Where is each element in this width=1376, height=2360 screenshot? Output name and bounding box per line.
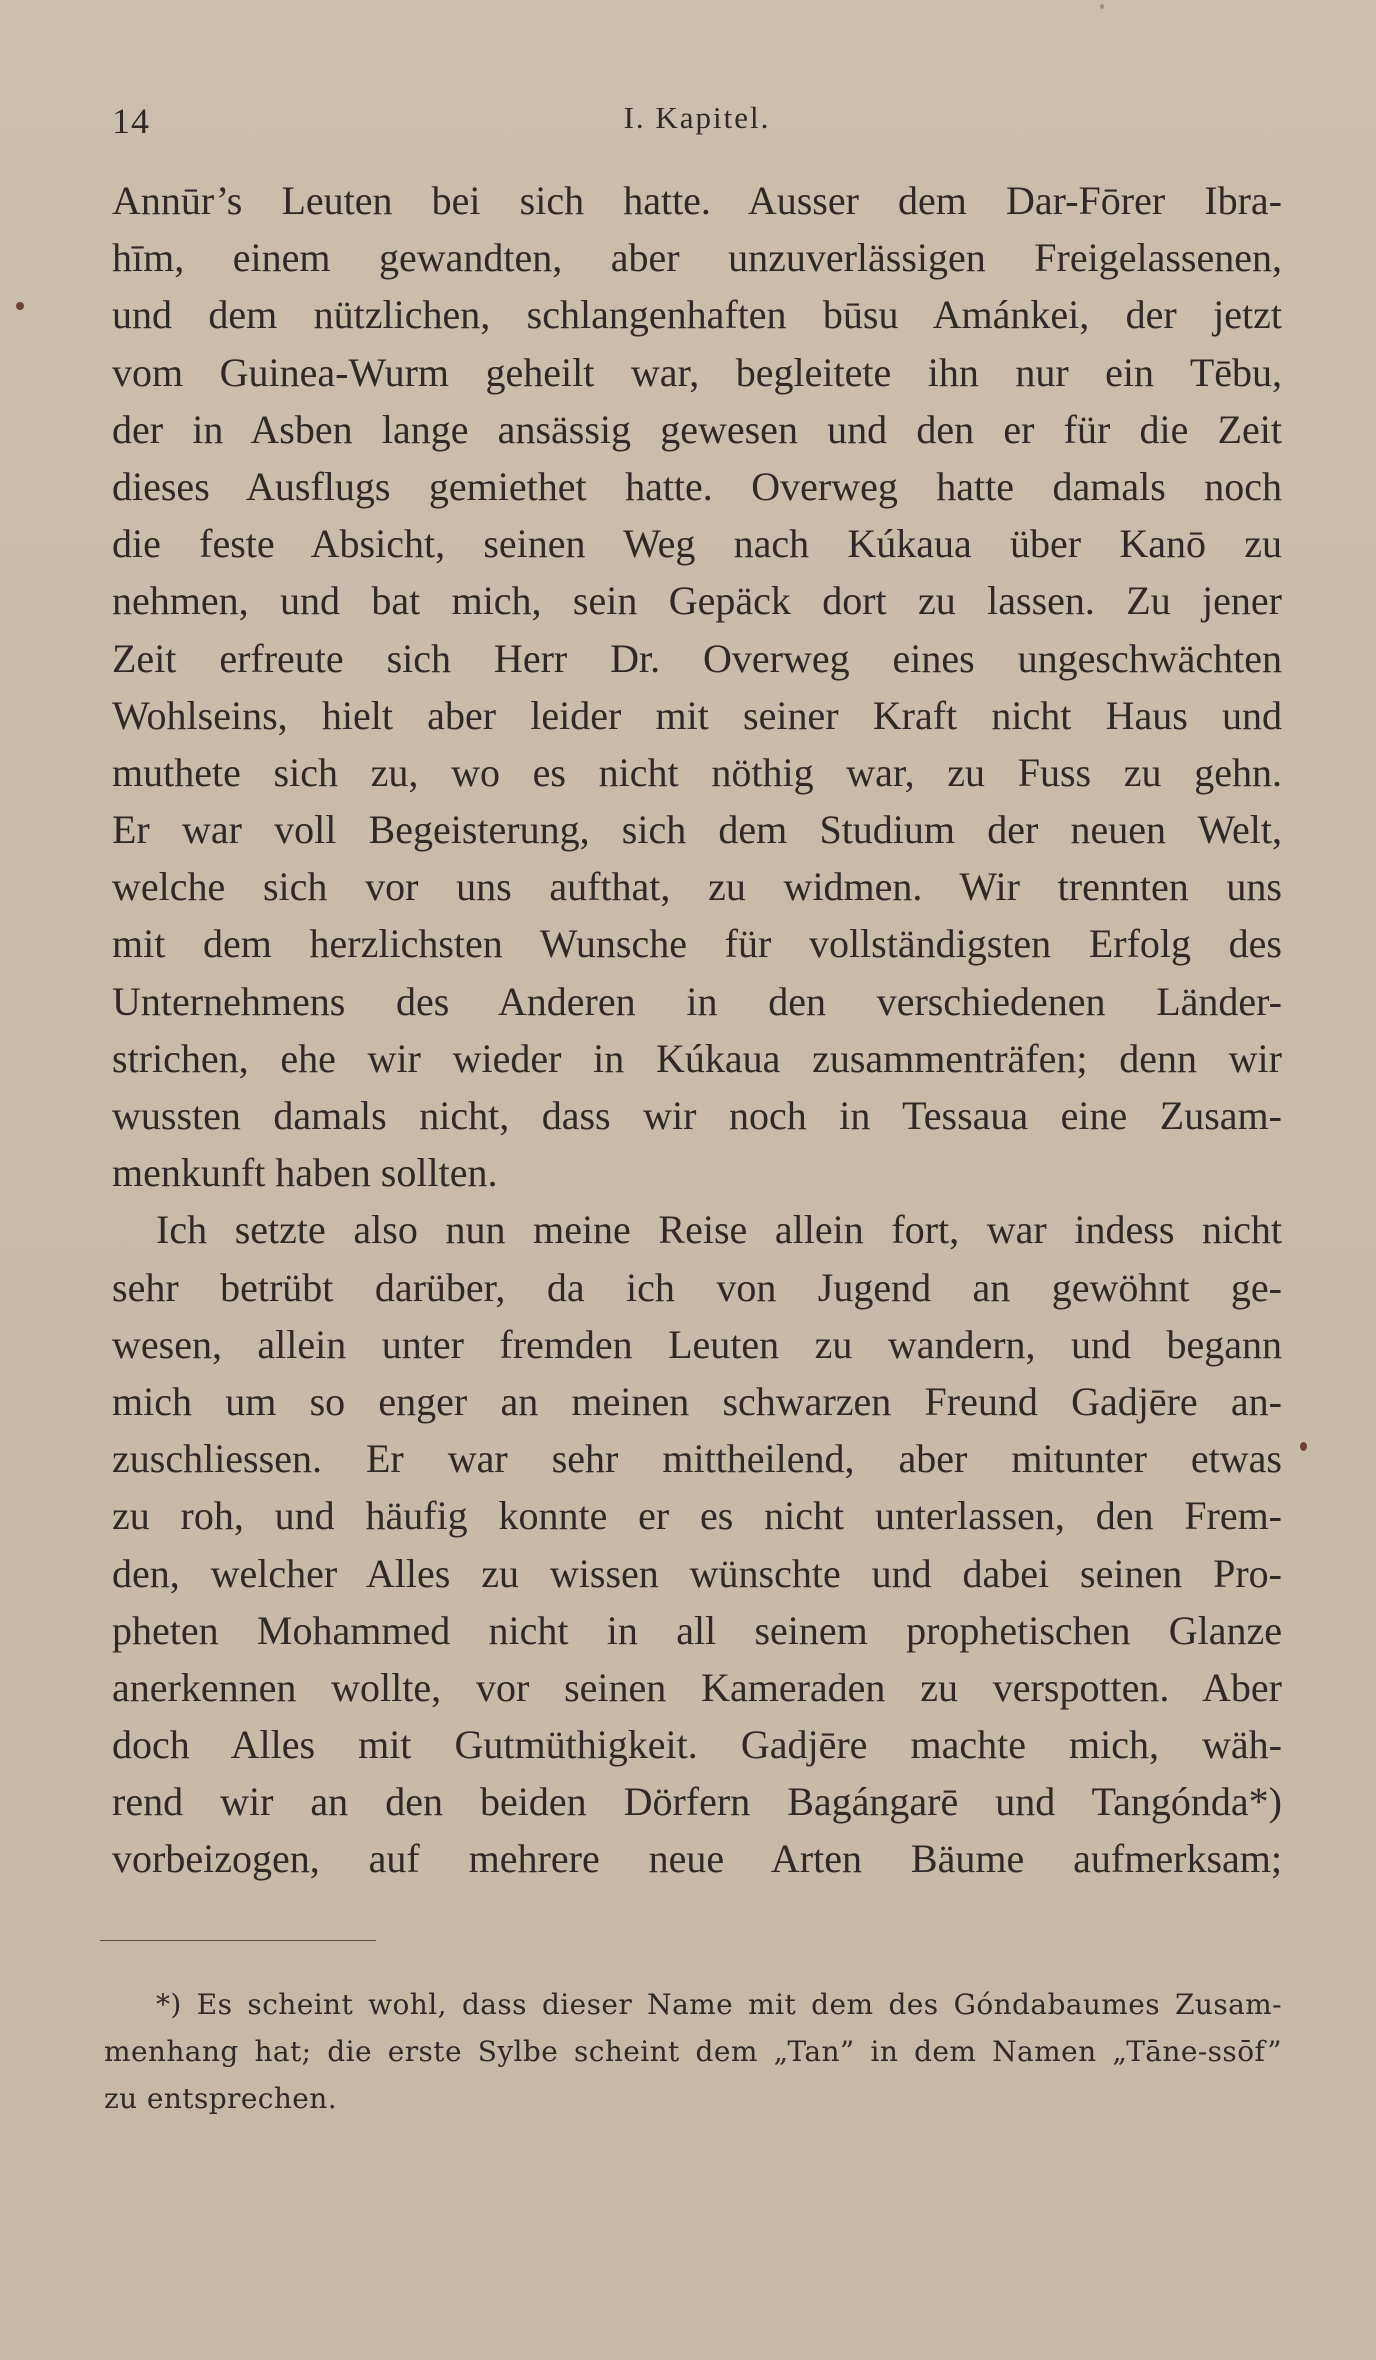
text-line: Wohlseins, hielt aber leider mit seiner Kraft nicht Haus und bbox=[112, 692, 1282, 738]
text-line: vom Guinea-Wurm geheilt war, begleitete ihn nur ein Tēbu, bbox=[112, 349, 1282, 395]
text-line: welche sich vor uns aufthat, zu widmen. Wir trennten uns bbox=[112, 864, 1282, 910]
text-line: Zeit erfreute sich Herr Dr. Overweg eines ungeschwächten bbox=[112, 635, 1282, 681]
paragraph-end-line: menkunft haben sollten. bbox=[112, 1150, 498, 1196]
footnote-divider bbox=[100, 1940, 376, 1941]
running-head bbox=[112, 100, 1282, 150]
text-line: strichen, ehe wir wieder in Kúkaua zusammenträfen; denn wir bbox=[112, 1035, 1282, 1081]
text-line: sehr betrübt darüber, da ich von Jugend an gewöhnt ge- bbox=[112, 1264, 1282, 1310]
text-line: und dem nützlichen, schlangenhaften būsu Amánkei, der jetzt bbox=[112, 292, 1282, 338]
text-line: muthete sich zu, wo es nicht nöthig war, zu Fuss zu gehn. bbox=[112, 749, 1282, 795]
footnote bbox=[104, 1981, 1282, 2122]
paragraph-start-line: Ich setzte also nun meine Reise allein fort, war indess nicht bbox=[156, 1207, 1282, 1253]
text-line: zu roh, und häufig konnte er es nicht unterlassen, den Frem- bbox=[112, 1493, 1282, 1539]
text-line: vorbeizogen, auf mehrere neue Arten Bäume aufmerksam; bbox=[112, 1836, 1282, 1882]
text-line: nehmen, und bat mich, sein Gepäck dort zu lassen. Zu jener bbox=[112, 578, 1282, 624]
chapter-title: I. Kapitel. bbox=[623, 100, 771, 135]
ink-speck bbox=[16, 302, 24, 310]
text-line: dieses Ausflugs gemiethet hatte. Overweg hatte damals noch bbox=[112, 463, 1282, 509]
text-line: wussten damals nicht, dass wir noch in Tessaua eine Zusam- bbox=[112, 1093, 1282, 1138]
footnote-line: *) Es scheint wohl, dass dieser Name mit dem des Góndabaumes Zusam- bbox=[156, 1988, 1282, 2021]
text-line: Unternehmens des Anderen in den verschiedenen Länder- bbox=[112, 978, 1282, 1024]
text-line: Er war voll Begeisterung, sich dem Studium der neuen Welt, bbox=[112, 807, 1282, 853]
paper-speck bbox=[1100, 4, 1104, 9]
body-text bbox=[112, 172, 1282, 1888]
text-line: anerkennen wollte, vor seinen Kameraden zu verspotten. Aber bbox=[112, 1664, 1282, 1710]
text-line: doch Alles mit Gutmüthigkeit. Gadjēre machte mich, wäh- bbox=[112, 1722, 1282, 1768]
ink-speck bbox=[1300, 1442, 1307, 1451]
text-line: wesen, allein unter fremden Leuten zu wandern, und begann bbox=[112, 1321, 1282, 1367]
text-line: der in Asben lange ansässig gewesen und den er für die Zeit bbox=[112, 406, 1282, 452]
text-line: mit dem herzlichsten Wunsche für vollständigsten Erfolg des bbox=[112, 921, 1282, 967]
text-line: rend wir an den beiden Dörfern Bagángarē und Tangónda*) bbox=[112, 1779, 1282, 1825]
footnote-line: menhang hat; die erste Sylbe scheint dem „Tan” in dem Namen „Tāne-ssōf” bbox=[104, 2035, 1282, 2068]
text-line: den, welcher Alles zu wissen wünschte und dabei seinen Pro- bbox=[112, 1550, 1282, 1596]
page-number: 14 bbox=[112, 101, 150, 141]
text-line: hīm, einem gewandten, aber unzuverlässigen Freigelassenen, bbox=[112, 235, 1282, 281]
footnote-line: zu entsprechen. bbox=[104, 2082, 338, 2115]
text-line: Annūr’s Leuten bei sich hatte. Ausser dem Dar-Fōrer Ibra- bbox=[112, 178, 1282, 223]
text-line: zuschliessen. Er war sehr mittheilend, aber mitunter etwas bbox=[112, 1436, 1282, 1482]
text-line: mich um so enger an meinen schwarzen Freund Gadjēre an- bbox=[112, 1378, 1282, 1424]
text-line: die feste Absicht, seinen Weg nach Kúkaua über Kanō zu bbox=[112, 521, 1282, 567]
text-line: pheten Mohammed nicht in all seinem prophetischen Glanze bbox=[112, 1607, 1282, 1653]
